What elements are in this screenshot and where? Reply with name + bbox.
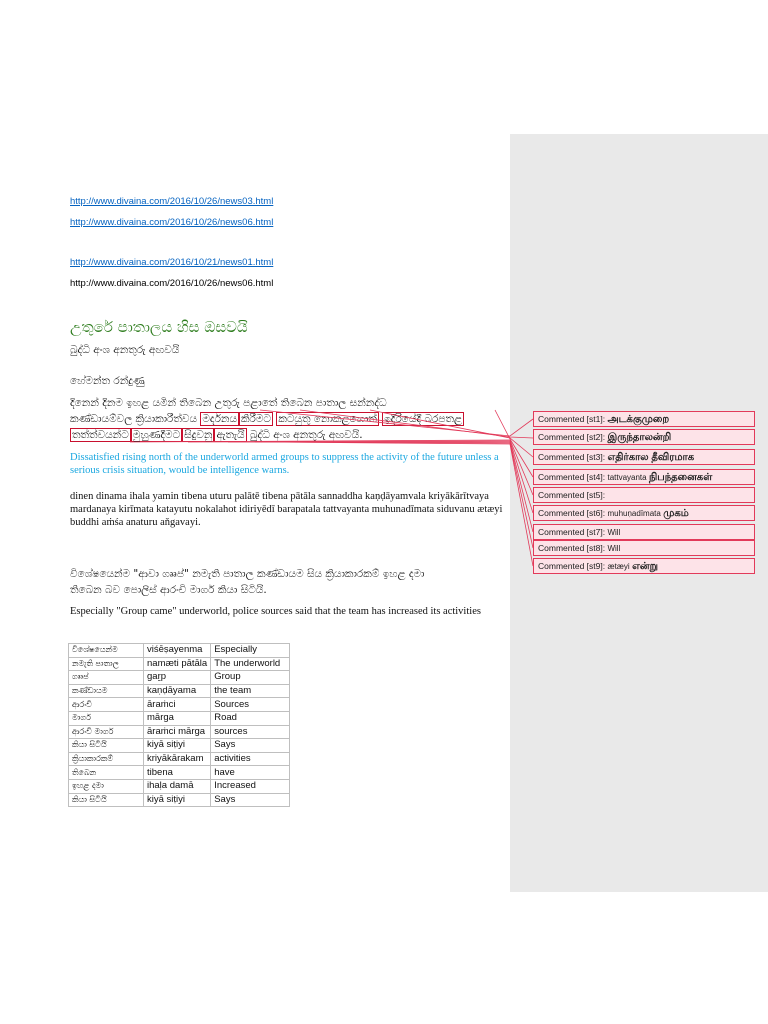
comment-box-st9[interactable]	[533, 558, 755, 574]
paragraph-2-line-1: විශේෂයෙන්ම "ආවා ගෲප්" නමැති පාතාල කණ්ඩායම සිය ක්‍රියාකාරකම් ඉහළ දමා	[70, 568, 425, 580]
article-author: හේමන්ත රන්දුණු	[70, 375, 145, 387]
sinhala-cell: ක්‍රියාකාරකම්	[69, 752, 144, 766]
transliteration-cell: āraṁci mārga	[144, 725, 211, 739]
transliteration-cell: mārga	[144, 711, 211, 725]
transliteration-cell: āraṁci	[144, 698, 211, 712]
transliteration-cell: tibena	[144, 766, 211, 780]
comment-text: என்று	[632, 561, 658, 572]
comment-note: muhuṇadīmata	[607, 509, 661, 518]
english-cell: The underworld	[211, 657, 290, 671]
transliteration-cell: kaṇḍāyama	[144, 684, 211, 698]
sinhala-cell: කණ්ඩායම	[69, 684, 144, 698]
comment-note: Will	[607, 528, 621, 537]
sinhala-cell: කියා සිටියි	[69, 793, 144, 807]
comment-text: எதிர்கால தீவிரமாக	[607, 452, 695, 463]
sinhala-cell: තිබෙන	[69, 766, 144, 780]
english-cell: Increased	[211, 779, 290, 793]
comment-note: ætæyi	[607, 562, 630, 571]
transliteration-cell: kiyā siṭiyi	[144, 739, 211, 753]
highlight-st7[interactable]: සිදුවනු	[184, 429, 213, 441]
sinhala-cell: කියා සිටියි	[69, 739, 144, 753]
comment-note: Will	[607, 544, 621, 553]
english-cell: Sources	[211, 698, 290, 712]
comment-box-st4[interactable]	[533, 469, 755, 485]
sinhala-cell: විශේෂයෙන්ම	[69, 644, 144, 658]
comment-box-st7[interactable]	[533, 524, 755, 540]
comment-box-st8[interactable]	[533, 540, 755, 556]
english-cell: have	[211, 766, 290, 780]
highlight-st2[interactable]: කිරීමට	[241, 413, 271, 425]
comment-label: Commented [st2]:	[538, 432, 606, 442]
article-subtitle: බුද්ධි අංශ අනතුරු අඟවයි	[70, 344, 180, 356]
comment-text: நிபந்தனைகள்	[648, 472, 713, 483]
english-cell: Says	[211, 793, 290, 807]
article-title: උතුරේ පාතාලය හිස ඔසවයි	[70, 318, 248, 336]
english-cell: Especially	[211, 644, 290, 658]
p1-line2-text: කණ්ඩායම්වල ක්‍රියාකාරීත්වය	[70, 413, 201, 425]
comment-note: tattvayanta	[607, 473, 647, 482]
comment-box-st2[interactable]	[533, 429, 755, 445]
english-translation: Dissatisfied rising north of the underworld armed groups to suppress the activity of the future unless a serious crisis situation, would be intelligence warns.	[70, 452, 499, 476]
highlight-st8[interactable]: ඇතැයි	[216, 429, 245, 441]
comment-label: Commented [st1]:	[538, 414, 606, 424]
p1-line3-text: බුද්ධි අංශ අනතුරු අඟවයි.	[246, 429, 363, 441]
comment-label: Commented [st5]:	[538, 490, 606, 500]
transliteration-cell: ihaḷa damā	[144, 779, 211, 793]
highlight-st1[interactable]: මර්දනය	[202, 413, 238, 425]
transliteration: dinen dinama ihala yamin tibena uturu palātē tibena pātāla sannaddha kaṇḍāyamvala kriyākārītvaya mardanaya kirīmata katayutu nokalahot idiriyēdī barapatala tattvayanta muhunadīmata siduvanu ætæyi buddhi aṁśa anaturu aňgavayi.	[70, 491, 503, 528]
english-cell: Group	[211, 671, 290, 685]
transliteration-cell: viśēṣayenma	[144, 644, 211, 658]
english-cell: sources	[211, 725, 290, 739]
english-cell: activities	[211, 752, 290, 766]
source-link-2[interactable]: http://www.divaina.com/2016/10/26/news06.html	[70, 217, 274, 228]
comment-text: முகம்	[663, 508, 689, 519]
sinhala-cell: මාර්ග	[69, 711, 144, 725]
source-link-3[interactable]: http://www.divaina.com/2016/10/21/news01.html	[70, 257, 274, 268]
sinhala-cell: ගෲප්	[69, 671, 144, 685]
highlight-st6[interactable]: මුහුණදීමට	[132, 429, 181, 441]
comment-box-st5[interactable]	[533, 487, 755, 503]
transliteration-cell: kriyākārakam	[144, 752, 211, 766]
comment-text: அடக்குமுறை	[607, 414, 670, 425]
comment-label: Commented [st9]:	[538, 561, 606, 571]
sinhala-cell: නමැති පාතාල	[69, 657, 144, 671]
highlight-st5[interactable]: තත්ත්වයන්ට	[72, 429, 129, 441]
sinhala-cell: ආරංචි මාර්ග	[69, 725, 144, 739]
english-cell: Says	[211, 739, 290, 753]
comment-text: இருந்தாலன்றி	[607, 432, 672, 443]
english-cell: the team	[211, 684, 290, 698]
english-cell: Road	[211, 711, 290, 725]
transliteration-cell: gaṟp	[144, 671, 211, 685]
paragraph-2-line-2: තිබෙන බව පොලිස් ආරංචි මාර්ග කියා සිටියි.	[70, 584, 267, 596]
transliteration-cell: kiyā siṭiyi	[144, 793, 211, 807]
comment-label: Commented [st8]:	[538, 543, 606, 553]
comment-box-st1[interactable]	[533, 411, 755, 427]
comment-box-st3[interactable]	[533, 449, 755, 465]
paragraph-2-english: Especially "Group came" underworld, police sources said that the team has increased its activities	[70, 606, 481, 617]
comment-label: Commented [st4]:	[538, 472, 606, 482]
comment-label: Commented [st3]:	[538, 452, 606, 462]
highlight-st3[interactable]: කටයුතු නොකළහොත්	[278, 413, 377, 425]
sinhala-cell: ආරංචි	[69, 698, 144, 712]
sinhala-cell: ඉහළ දමා	[69, 779, 144, 793]
highlight-st4[interactable]: ඉදිරියේදී බරපතළ	[384, 413, 463, 425]
plain-url-text: http://www.divaina.com/2016/10/26/news06.html	[70, 278, 274, 289]
transliteration-cell: namæti pātāla	[144, 657, 211, 671]
comment-label: Commented [st7]:	[538, 527, 606, 537]
comment-label: Commented [st6]:	[538, 508, 606, 518]
source-link-1[interactable]: http://www.divaina.com/2016/10/26/news03.html	[70, 196, 274, 207]
paragraph-1-line-1: දිනෙන් දිනම ඉහළ යමින් තිබෙන උතුරු පළාතේ තිබෙන පාතාල සන්නද්ධ	[70, 397, 387, 409]
comment-box-st6[interactable]	[533, 505, 755, 521]
